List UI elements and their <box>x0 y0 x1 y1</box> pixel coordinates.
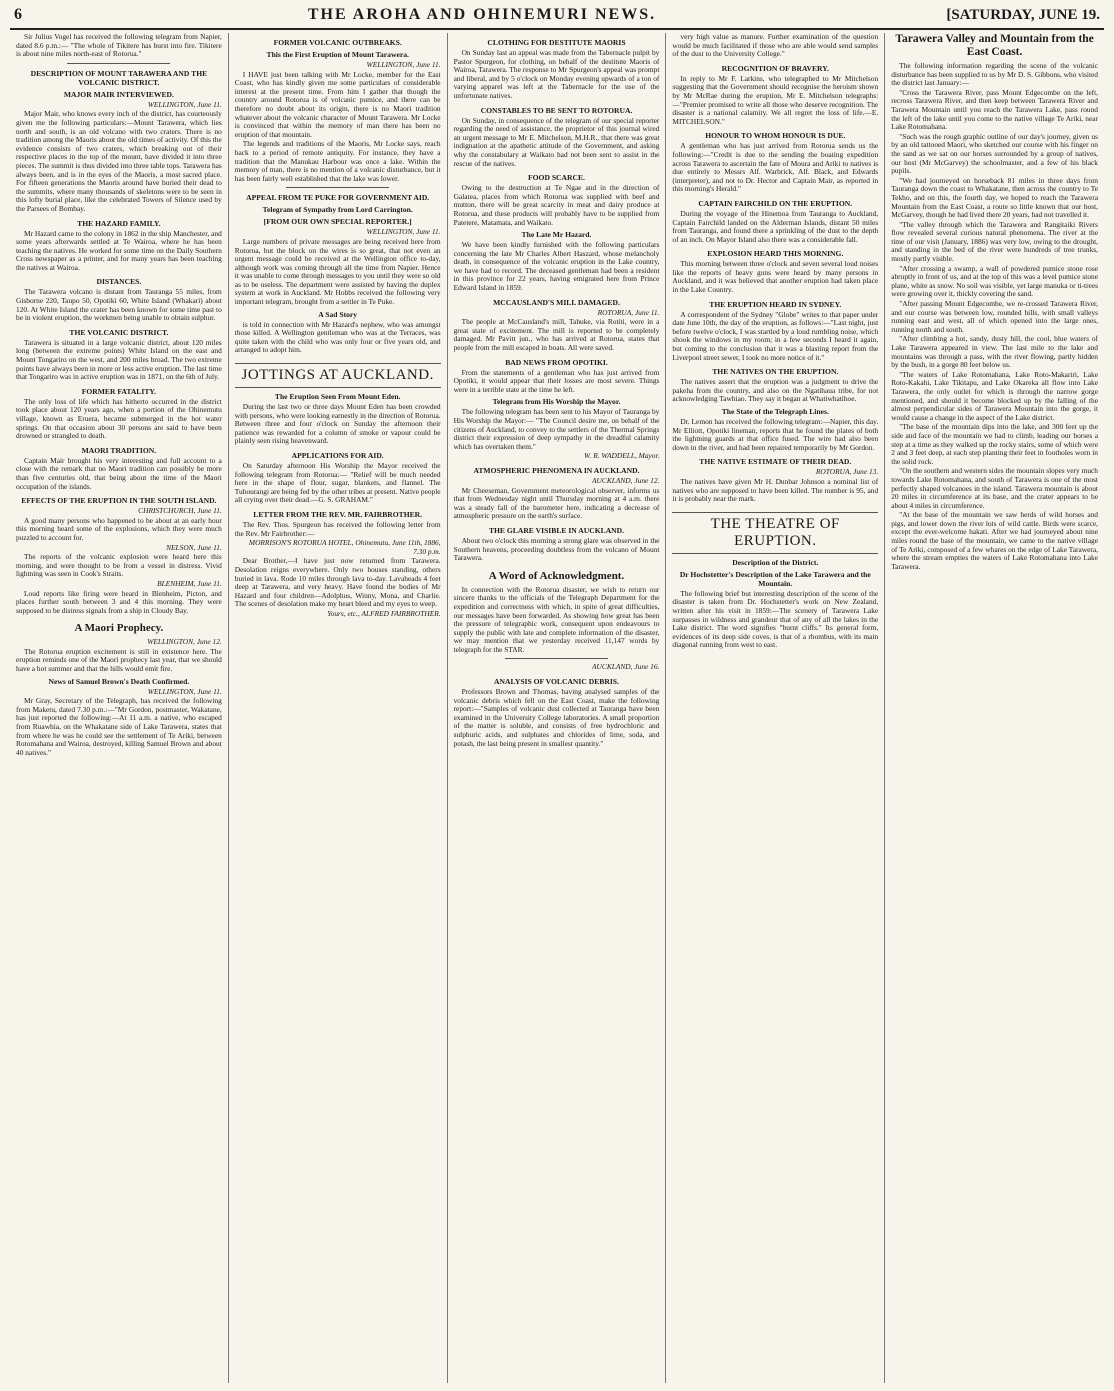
article-paragraph: "After passing Mount Edgecombe, we re-crossed Tarawera River, and our course was between low, rounded hills, with small valleys running east and west, all of which opened into the large ones, running north and south. <box>891 299 1098 334</box>
article-paragraph: A good many persons who happened to be about at an early hour this morning heard some of the explosions, which they were much puzzled to account for. <box>16 515 222 542</box>
article-paragraph: "Such was the rough graphic outline of our day's journey, given us by an old tattooed Maori, who sketched our course with his finger on the sand as we sat on our horses surrounded by a group of natives, our host (Mr McGarvey) the schoolmaster, and a few of his black pupils. <box>891 131 1098 176</box>
article-paragraph: This morning between three o'clock and seven several loud noises like the reports of heavy guns were heard by many persons in Auckland, and it was believed that another eruption had taken place in the Lake Country. <box>672 259 879 295</box>
headline: APPLICATIONS FOR AID. <box>291 451 384 460</box>
article-paragraph: "After climbing a hot, sandy, dusty hill, the cool, blue waters of Lake Tarawera appeared in view. The last mile to the lake and mountains was through a pass, with the river flowing, partly hidden by the bush, in a gorge 80 feet below us. <box>891 334 1098 370</box>
article-paragraph: Professors Brown and Thomas, having analysed samples of the volcanic debris which fell on the East Coast, make the following report:—"Samples of volcanic dust collected at Tauranga have been examined in the University College laboratories. A small proportion of the matter is soluble, and consists of free hydrochloric and sulphuric acids, and sulphates and chlorides of lime, soda, and potash, the last being present in smallest quantity." <box>453 687 660 748</box>
signature: Yours, etc., ALFRED FAIRBROTHER. <box>327 608 441 618</box>
article-paragraph: We have been kindly furnished with the following particulars concerning the late Mr Charles Albert Haszard, whose melancholy death, in consequence of the volcanic eruption in the Lake country, we have had to record. The deceased gentleman had been a resident in this province for 22 years, having emigrated here from Prince Edward Island in 1859. <box>453 240 660 293</box>
article-paragraph: The following telegram has been sent to his Mayor of Tauranga by His Worship the Mayor:— "The Council desire me, on behalf of the citizens of Auckland, to convey to the settlers of the Thermal Springs district their expression of deep sympathy in the dreadful calamity which has overtaken them." <box>453 407 660 451</box>
dateline: NELSON, June 11. <box>166 542 222 552</box>
subheadline: News of Samuel Brown's Death Confirmed. <box>48 676 190 686</box>
article-paragraph: The only loss of life which has hitherto occurred in the district took place about 120 years ago, when a portion of the Ohinemutu village, known as Eruera, became submerged in the hot water springs. On that occasion about 30 persons are said to have been drowned or strangled to death. <box>16 396 222 441</box>
columns <box>10 33 1104 1383</box>
article-paragraph: The following information regarding the scene of the volcanic disturbance has been supplied to us by Mr D. S. Gibbons, who visited the district last January:— <box>891 61 1098 88</box>
signature: W. R. WADDELL, Mayor. <box>584 451 660 461</box>
headline: ANALYSIS OF VOLCANIC DEBRIS. <box>494 677 619 687</box>
article-paragraph: Dr. Lemon has received the following telegram:—Napier, this day. Mr Elliott, Opotiki lineman, reports that he found the plates of both the lightning guards at that office fused. The wire had also been down in the river, and had been repaired temporarily by Mr Gordon. <box>672 417 879 452</box>
article-paragraph: The natives assert that the eruption was a judgment to drive the pakeha from the country, and also on the Ngatihaua tribe, for not acknowledging Tawhiao. They say it began at Whatiwhatihoe. <box>672 377 879 404</box>
masthead <box>10 6 1104 30</box>
headline: MAORI TRADITION. <box>81 445 157 455</box>
headline: APPEAL FROM TE PUKE FOR GOVERNMENT AID. <box>246 193 430 203</box>
dateline: AUCKLAND, June 12. <box>592 475 660 485</box>
headline: EFFECTS OF THE ERUPTION IN THE SOUTH ISLAND. <box>21 496 217 506</box>
headline: THE VOLCANIC DISTRICT. <box>69 327 169 337</box>
article-paragraph: The following brief but interesting description of the scene of the disaster is taken from Dr. Hochstetter's work on New Zealand, written after his visit in 1859:—The scenery of Tarawera Lake surpasses in wildness and grandeur that of any of all the lakes in the Lake district. The word signifies "burnt cliffs." Its general form, evidences of its deep side coves, is that of a rhombus, with its main diagonal running from west to east. <box>672 588 879 650</box>
article-paragraph: On Saturday afternoon His Worship the Mayor received the following telegram from Rotorua:— "Relief will be much needed here in the shape of flour, sugar, blankets, and flannel. The Tuhourangi are being fed by the other tribes at present. Native people all crying over their dead.—G. S. GRAHAM." <box>234 461 441 505</box>
headline: ATMOSPHERIC PHENOMENA IN AUCKLAND. <box>473 465 640 475</box>
dateline: WELLINGTON, June 11. <box>366 60 441 69</box>
article-paragraph: "The waters of Lake Rotomahana, Lake Roto-Makariri, Lake Roto-Kakahi, Lake Tikitapu, and Lake Okareka all flow into Lake Tarawera, the only outlet for which is through the narrow gorge mentioned, and should it become blocked up by the falling of the almost perpendicular sides of Tarawera Mountain into the gorge, it would cause a change in the aspect of the Lake district. <box>891 369 1098 422</box>
subheadline: Description of the District. <box>732 557 819 567</box>
subheadline: Dr Hochstetter's Description of the Lake Tarawera and the Mountain. <box>679 569 871 588</box>
article-paragraph: Dear Brother,—I have just now returned from Tarawera. Desolation reigns everywhere. Only two houses standing, others buried in lava. Rode 10 miles through lava to-day. Lavaheads 4 feet deep at Tarawera, and very heavy. Have found the bodies of Mr Hazard and four children—Adolphus, Winny, Mona, and Charlie. The scenes of desolation make my heart bleed and my eyes to weep. <box>234 556 441 609</box>
article-paragraph: "On the southern and western sides the mountain slopes very much towards Lake Rotomahana, and south of Tarawera is one of the most perfectly shaped volcanoes in the island. Tarawera mountain is about 20 miles in circumference at its base, and the crater appears to be about 4 miles in circumference. <box>891 466 1098 510</box>
article-paragraph: During the voyage of the Hinemoa from Tauranga to Auckland, Captain Fairchild landed on the Alderman Islands, distant 50 miles from Tauranga, and found there a sprinkling of the dust to the depth of an inch. On Mayor Island also there was a considerable fall. <box>672 208 879 244</box>
headline: FOOD SCARCE. <box>528 173 585 183</box>
article-paragraph: The Rotorua eruption excitement is still in existence here. The eruption reminds one of the Maori prophecy last year, that we should have a hot summer and that the hills would emit fire. <box>16 646 222 674</box>
subheadline: Telegram from His Worship the Mayor. <box>492 397 621 407</box>
headline: Tarawera Valley and Mountain from the East Coast. <box>895 33 1094 58</box>
column-3 <box>448 33 667 1383</box>
dateline: WELLINGTON, June 11. <box>147 686 222 696</box>
article-paragraph: Mr Hazard came to the colony in 1862 in the ship Manchester, and some years afterwards settled at Te Wairoa, where he has been teaching the natives. He worked for some time on the Daily Southern Cross newspaper as a printer, and for many years has been teaching the natives at Wairoa. <box>16 228 222 272</box>
dateline: ROTORUA, June 13. <box>815 467 879 477</box>
article-paragraph: Large numbers of private messages are being received here from Rotorua, but the block on the wires is so great, that not even an urgent message could be received at the Wellington office to-day, although work was coming through all the time from Napier. Hence it was unable to come through messages to you until they were so old as to be useless. The department were assisted by having the duplex system at work in Auckland. Mr Hobbs received the following very important telegram, brought from a settler in Te Puke. <box>234 236 441 307</box>
subheadline: A Sad Story <box>318 309 358 319</box>
section-banner: THE THEATRE OF ERUPTION. <box>672 512 878 554</box>
dateline: WELLINGTON, June 11. <box>366 227 441 237</box>
subheadline: Telegram of Sympathy from Lord Carrington. <box>262 205 413 215</box>
headline: RECOGNITION OF BRAVERY. <box>721 63 829 73</box>
divider <box>286 187 389 188</box>
section-banner: JOTTINGS AT AUCKLAND. <box>235 363 441 388</box>
headline: FORMER VOLCANIC OUTBREAKS. <box>273 38 402 47</box>
article-paragraph: Major Mair, who knows every inch of the district, has courteously given me the following particulars:—Mount Tarawera, which lies north and south, is an old volcano with two craters. There is no tradition among the Maoris about the old times of activity. Of this the evidence consists of two craters, which breaking out of their respective places in the top of the mount, have divided it into three pieces. The summit is thus divided into three table tops. Tarawera has always been, and is in the eyes of the Maoris, a most sacred place. For fifteen generations the Maoris around have buried their dead to the summits, where many thousands of skeletons were to be seen in this lofty burial place, like the celebrated Towers of Silence used by the Parsees of Bombay. <box>16 109 222 213</box>
article-paragraph: is told in connection with Mr Hazard's nephew, who was amongst those killed. A Wellington gentleman who was at the Terraces, was quite taken with the child who was only four or five years old, and arranged to adopt him. <box>234 319 441 355</box>
letter-address: MORRISON'S ROTORUA HOTEL, Ohinemutu, June 11th, 1886, 7.30 p.m. <box>248 538 441 556</box>
article-paragraph: The Tarawera volcano is distant from Tauranga 55 miles, from Gisborne 220, Taupo 50, Opotiki 60, White Island (Whakari) about 120. At White Island the crater has been known for some time past to be in violent eruption, the workmen being unable to obtain sulphur. <box>16 287 222 323</box>
headline: LETTER FROM THE REV. MR. FAIRBROTHER. <box>253 509 423 519</box>
article-paragraph: "After crossing a swamp, a wall of powdered pumice stone rose abruptly in front of us, and at the top of this was a level pumice stone plane, white as snow. No soil was visible, yet large manuka or ti-trees were growing over it, thickly covering the sand. <box>891 263 1098 299</box>
subheadline: MAJOR MAIR INTERVIEWED. <box>63 89 174 99</box>
dateline: WELLINGTON, June 11. <box>147 99 222 109</box>
article-paragraph: Loud reports like firing were heard in Blenheim, Picton, and places further south between 3 and 4 this morning. They were supposed to be distress signals from a ship in Cloudy Bay. <box>16 588 222 615</box>
dateline: WELLINGTON, June 12. <box>147 637 222 647</box>
subheadline: The State of the Telegraph Lines. <box>721 407 829 416</box>
subheadline: The Eruption Seen From Mount Eden. <box>274 392 401 402</box>
headline: A Word of Acknowledgment. <box>488 569 625 582</box>
headline: THE NATIVES ON THE ERUPTION. <box>712 367 839 377</box>
headline: HONOUR TO WHOM HONOUR IS DUE. <box>705 131 846 141</box>
article-paragraph: The Rev. Thos. Spurgeon has received the following letter from the Rev. Mr Fairbrother:— <box>234 519 441 538</box>
headline: CONSTABLES TO BE SENT TO ROTORUA. <box>480 105 633 115</box>
byline: [FROM OUR OWN SPECIAL REPORTER.] <box>263 217 412 227</box>
article-paragraph: The reports of the volcanic explosion were heard here this morning, and were thought to be from a vessel in distress. Vivid lightning was seen in Cook's Straits. <box>16 552 222 579</box>
divider <box>67 63 170 64</box>
article-paragraph: very high value as manure. Further examination of the question would be much facilitated if those who are able would send samples of the dust to the University College." <box>672 33 879 59</box>
headline: DESCRIPTION OF MOUNT TARAWERA AND THE VOLCANIC DISTRICT. <box>30 68 208 87</box>
column-1 <box>10 33 229 1383</box>
article-paragraph: The legends and traditions of the Maoris, Mr Locke says, reach back to a period of remote antiquity. For instance, they have a tradition that the Manukau Harbour was once a lake. Within the memory of man, there is no mention of a volcanic disturbance, but it has been fairly well established that the lake was lower. <box>234 139 441 183</box>
headline: THE NATIVE ESTIMATE OF THEIR DEAD. <box>699 457 852 467</box>
column-5 <box>885 33 1104 1383</box>
dateline: ROTORUA, June 11. <box>597 307 660 317</box>
column-2 <box>229 33 448 1383</box>
headline: DISTANCES. <box>96 277 142 287</box>
divider <box>505 658 608 659</box>
headline: A Maori Prophecy. <box>74 622 164 635</box>
headline: MCCAUSLAND'S MILL DAMAGED. <box>493 297 620 307</box>
subheadline: This the First Eruption of Mount Tarawera. <box>266 50 409 59</box>
article-paragraph: A gentleman who has just arrived from Rotorua sends us the following:—"Credit is due to the sending the boating expedition across Tarawera to ascertain the fate of Moura and Ariki to natives is due entirely to Messrs Alf. Warbrick, Alf. Black, and Edwards (interpreter), and not to Dr. Hector and Captain Mair, as reported in this morning's Herald." <box>672 141 879 194</box>
article-paragraph: About two o'clock this morning a strong glare was observed in the Southern heavens, proceeding doubtless from the volcano of Mount Tarawera. <box>453 535 660 563</box>
article-paragraph: The natives have given Mr H. Dunbar Johnson a nominal list of natives who are supposed to have been killed. The number is 95, and it is probably near the mark. <box>672 476 879 504</box>
article-paragraph: From the statements of a gentleman who has just arrived from Opotiki, it would appear that their losses are most severe. Things were in a terrible state at the time he left. <box>453 367 660 394</box>
article-paragraph: "The base of the mountain dips into the lake, and 300 feet up the side and face of the mountain we had to climb, leading our horses a step at a time as they walked up the rocky stairs, some of which were 2 and 3 feet deep, at each step planting their feet in footholes worn in the solid rock. <box>891 422 1098 466</box>
newspaper-title: THE AROHA AND OHINEMURI NEWS. <box>307 6 657 23</box>
dateline: CHRISTCHURCH, June 11. <box>138 506 222 516</box>
subheadline: The Late Mr Hazard. <box>521 230 592 240</box>
headline: BAD NEWS FROM OPOTIKI. <box>505 357 608 367</box>
article-paragraph: "At the base of the mountain we saw herds of wild horses and pigs, and lower down the river lots of wild cattle. Birds were scarce, except the ever-welcome hakati. After we had journeyed about nine miles round the base of the mountain, we came to the native village of Te Ariki, composed of a few whares on the edge of Lake Tarawera, where the stream empties the waters of Lake Rotomahana into Lake Tarawera. <box>891 510 1098 571</box>
dateline: BLENHEIM, June 11. <box>157 578 222 588</box>
article-paragraph: Tarawera is situated in a large volcanic district, about 120 miles long (between the extreme points) White Island on the east and Mount Tongariro on the west, and 200 miles broad. The two extreme points have always been in more or less active eruption. The last time that Tongariro was in active eruption was in 1871, on the 6th of July. <box>16 337 222 382</box>
article-paragraph: Mr Gray, Secretary of the Telegraph, has received the following from Maketu, dated 7.30 p.m.:—"Mr Gordon, postmaster, Wakatane, has just reported the following:—At 11 a.m. a native, who escaped from Ruawhia, on the Whakatane side of Lake Tarawera, states that from where he was he could see the settlement of Te Ariki, between Rotomahana and Wairoa, destroyed, killing Samuel Brown and about 40 natives." <box>16 696 222 757</box>
article-paragraph: "The valley through which the Tarawera and Rangitaiki Rivers flow revealed several curious natural phenomena. The river at the time of our visit (January, 1886) was very low, owing to the drought, and standing in the bed of the river were hundreds of tree trunks, mostly partly visible. <box>891 219 1098 264</box>
headline: EXPLOSION HEARD THIS MORNING. <box>707 249 844 259</box>
article-paragraph: On Sunday, in consequence of the telegram of our special reporter regarding the need of assistance, the proprietor of this journal wired an urgent message to Mr E. Mitchelson, M.H.R., that there was great indignation at the apathetic attitude of the Government, and asking why the constabulary at Waikato had not been sent to assist in the rescue of the natives. <box>453 115 660 168</box>
article-paragraph: "Cross the Tarawera River, pass Mount Edgecombe on the left, recross Tarawera River, and then keep between Tarawera River and Tarawera Mountain until you reach the Tarawera Lake, pass round the left of the lake until you come to the native village Te Ariki, near Lake Rotomahana. <box>891 87 1098 132</box>
article-paragraph: On Sunday last an appeal was made from the Tabernacle pulpit by Pastor Spurgeon, for clothing, on behalf of the destitute Maoris of Wairoa, Tarawera. The response to Mr Spurgeon's appeal was prompt and liberal, and by 5 o'clock on Monday evening upwards of a ton of varying apparel was left at the Tabernacle for the use of the unfortunate natives. <box>453 48 660 100</box>
headline: CLOTHING FOR DESTITUTE MAORIS <box>487 38 626 47</box>
article-paragraph: In reply to Mr F. Larkins, who telegraphed to Mr Mitchelson suggesting that the Government should recognise the heroism shown by Mr McRae during the eruption, Mr E. Mitchelson telegraphs:—"Premier promised to write all those who deserve recognition. The disaster is a national calamity. We all regret the loss of life.—E. MITCHELSON." <box>672 73 879 126</box>
headline: THE GLARE VISIBLE IN AUCKLAND. <box>488 525 625 535</box>
article-paragraph: Sir Julius Vogel has received the following telegram from Napier, dated 8.6 p.m.:— "The whole of Tikitere has burst into fire. Tikitere is about nine miles north-east of Rotorua." <box>16 33 222 59</box>
article-paragraph: In connection with the Rotorua disaster, we wish to return our sincere thanks to the officials of the Telegraph Department for the expedition and correctness with which, in spite of great difficulties, our messages have been forwarded. As showing how great has been the pressure of telegraphic work, consequent upon endeavours to supply the public with late and complete information of the disaster, we may mention that we yesterday received 11,147 words by telegraph for the STAR. <box>453 584 660 654</box>
headline: THE ERUPTION HEARD IN SYDNEY. <box>709 299 842 309</box>
article-paragraph: The people at McCausland's mill, Tahuke, via Rotiti, were in a great state of excitement. The mill is reported to be completely damaged. Mr Pavitt jun., who has arrived at Rotorua, states that people from the mill escaped in boats. All were saved. <box>453 317 660 353</box>
article-paragraph: "We had journeyed on horseback 81 miles in three days from Tauranga down the coast to Whakatane, then across the country to Te Tekho, and on this, the fourth day, we hoped to reach the Tarawera Mountain from the East Coast, a route so little known that our host, McGarvey, though he had lived there 20 years, had not travelled it. <box>891 175 1098 220</box>
article-paragraph: Captain Mair brought his very interesting and full account to a close with the remark that no Maori tradition can possibly be more than five centuries old, that being about the time of the Maori occupation of the islands. <box>16 455 222 491</box>
article-paragraph: Mr Cheeseman, Government meteorological observer, informs us that from Wednesday night until Thursday morning at 4 a.m. there was a steady fall of the barometer here, indicating a decrease of atmospheric pressure on the earth's surface. <box>453 485 660 521</box>
column-4 <box>666 33 885 1383</box>
article-paragraph: During the last two or three days Mount Eden has been crowded with persons, who were looking earnestly in the direction of Rotorua. Between three and four o'clock on Sunday the afternoon their patience was rewarded for a column of smoke or vapour could be plainly seen rising heavenward. <box>234 402 441 446</box>
headline: CAPTAIN FAIRCHILD ON THE ERUPTION. <box>698 198 853 208</box>
page-number: 6 <box>14 6 22 23</box>
headline: THE HAZARD FAMILY. <box>77 218 161 228</box>
article-paragraph: I HAVE just been talking with Mr Locke, member for the East Coast, who has kindly given me some particulars of considerable interest at the present time. From him I gather that though the country around Rotorua is of volcanic pumice, and there can be therefore no doubt about its origin, there is no Maori tradition whatever about the volcanic character of Mount Tarawera. Mr Locke is convinced that within the memory of man there has been no eruption of that mountain. <box>234 69 441 139</box>
article-paragraph: A correspondent of the Sydney "Globe" writes to that paper under date June 10th, the day of the eruption, as follows:—"Last night, just before twelve o'clock, I was startled by a loud rumbling noise, which shook the windows in my room; in a few seconds I heard it again, but coming to the conclusion that it was a blasting report from the Liverpool street sewer, I took no more notice of it." <box>672 309 879 362</box>
headline: FORMER FATALITY. <box>81 386 157 396</box>
article-paragraph: Owing to the destruction at Te Ngae and in the direction of Galatea, places from which Rotorua was supplied with beef and mutton, there will be great scarcity in meat and dairy produce at Rotorua, and these products will probably have to be supplied from Patetere, Matamata, and Waikato. <box>453 183 660 227</box>
issue-date: [SATURDAY, JUNE 19. <box>946 7 1100 23</box>
dateline: AUCKLAND, June 16. <box>592 662 660 672</box>
